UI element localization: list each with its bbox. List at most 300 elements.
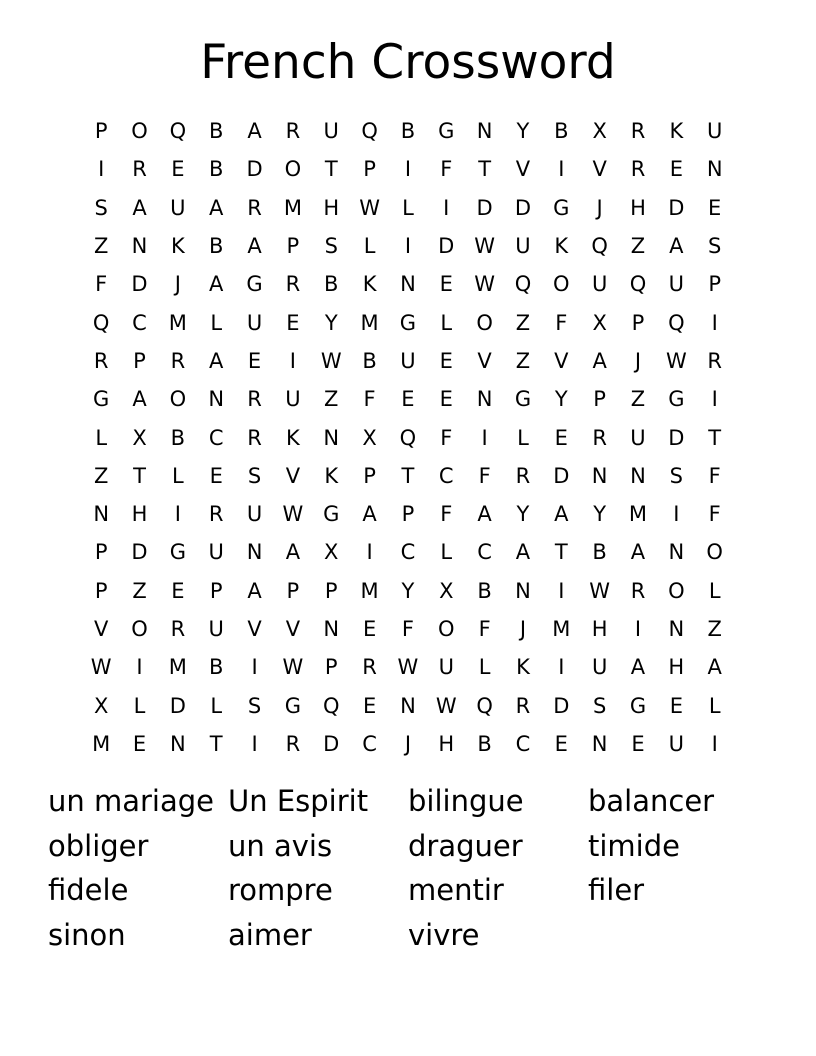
grid-cell: I bbox=[404, 234, 412, 259]
grid-cell: T bbox=[554, 540, 568, 565]
grid-cell: U bbox=[706, 119, 723, 144]
grid-cell: L bbox=[133, 693, 146, 718]
grid-cell: K bbox=[286, 425, 300, 450]
grid-cell: U bbox=[285, 387, 301, 412]
grid-cell: Z bbox=[515, 348, 531, 373]
grid-row bbox=[82, 150, 734, 188]
grid-cell: V bbox=[93, 617, 109, 641]
grid-cell: F bbox=[440, 502, 453, 527]
grid-row bbox=[82, 342, 734, 380]
grid-cell: U bbox=[246, 310, 263, 335]
grid-cell: E bbox=[286, 310, 300, 335]
grid-cell: X bbox=[132, 425, 147, 450]
grid-cell: D bbox=[169, 693, 186, 718]
grid-cell: R bbox=[247, 425, 262, 450]
grid-cell: B bbox=[400, 119, 416, 144]
grid-cell: I bbox=[711, 387, 718, 412]
grid-cell: T bbox=[133, 463, 146, 488]
grid-cell: Q bbox=[476, 693, 493, 718]
grid-row bbox=[82, 610, 734, 648]
grid-cell: F bbox=[478, 463, 491, 488]
grid-cell: D bbox=[131, 540, 148, 565]
grid-cell: K bbox=[669, 119, 684, 144]
grid-cell: U bbox=[323, 119, 339, 144]
grid-cell: I bbox=[443, 195, 450, 220]
grid-cell: M bbox=[628, 502, 648, 527]
grid-cell: G bbox=[438, 119, 455, 144]
grid-cell: Q bbox=[514, 272, 532, 297]
grid-cell: C bbox=[400, 540, 416, 565]
grid-cell: B bbox=[208, 157, 224, 182]
grid-cell: N bbox=[515, 578, 531, 603]
grid-cell: E bbox=[439, 272, 453, 297]
grid-cell: B bbox=[554, 119, 569, 144]
grid-row bbox=[82, 686, 734, 724]
grid-cell: P bbox=[133, 348, 146, 373]
grid-row bbox=[82, 495, 734, 533]
grid-cell: S bbox=[247, 463, 262, 488]
grid-cell: I bbox=[711, 731, 718, 756]
grid-cell: E bbox=[439, 348, 453, 373]
word-list-item: sinon bbox=[48, 917, 126, 952]
word-list-item: draguer bbox=[408, 828, 523, 863]
grid-cell: V bbox=[285, 463, 301, 488]
grid-cell: D bbox=[553, 693, 570, 718]
grid-cell: R bbox=[630, 119, 646, 144]
letter-grid bbox=[82, 112, 734, 763]
grid-cell: K bbox=[554, 234, 569, 259]
grid-row bbox=[82, 572, 734, 610]
grid-cell: A bbox=[592, 348, 607, 373]
grid-cell: I bbox=[174, 502, 181, 527]
grid-cell: U bbox=[170, 195, 186, 220]
grid-cell: E bbox=[669, 157, 683, 182]
grid-cell: O bbox=[284, 157, 302, 182]
grid-cell: N bbox=[170, 731, 186, 756]
grid-cell: L bbox=[478, 655, 491, 680]
grid-cell: I bbox=[558, 655, 565, 680]
word-list-item: filer bbox=[588, 873, 645, 907]
grid-cell: R bbox=[170, 617, 186, 641]
grid-cell: S bbox=[708, 234, 722, 259]
grid-cell: K bbox=[516, 655, 530, 680]
grid-cell: X bbox=[362, 425, 377, 450]
grid-cell: E bbox=[708, 195, 722, 220]
grid-cell: P bbox=[209, 578, 223, 603]
grid-cell: R bbox=[285, 272, 301, 297]
grid-cell: I bbox=[711, 310, 718, 335]
grid-cell: C bbox=[477, 540, 492, 565]
grid-cell: D bbox=[668, 195, 685, 220]
grid-cell: T bbox=[209, 731, 223, 756]
grid-cell: Z bbox=[93, 463, 109, 488]
grid-cell: R bbox=[515, 463, 531, 488]
grid-cell: G bbox=[323, 502, 340, 527]
grid-cell: T bbox=[708, 425, 722, 450]
grid-cell: B bbox=[170, 425, 186, 450]
grid-cell: U bbox=[515, 234, 531, 259]
grid-cell: J bbox=[519, 617, 527, 641]
grid-cell: B bbox=[592, 540, 607, 565]
grid-cell: J bbox=[634, 348, 642, 373]
grid-cell: N bbox=[131, 234, 148, 259]
word-list-item: balancer bbox=[588, 784, 715, 818]
grid-cell: O bbox=[553, 272, 570, 297]
grid-cell: L bbox=[172, 463, 184, 488]
grid-cell: X bbox=[93, 693, 109, 718]
grid-row bbox=[82, 457, 734, 495]
grid-cell: I bbox=[136, 655, 143, 680]
grid-row bbox=[82, 265, 734, 303]
grid-cell: E bbox=[362, 693, 377, 718]
grid-cell: M bbox=[168, 310, 187, 335]
grid-cell: C bbox=[438, 463, 454, 488]
grid-cell: G bbox=[93, 387, 110, 412]
grid-cell: Z bbox=[93, 234, 109, 259]
grid-cell: G bbox=[399, 310, 417, 335]
grid-cell: I bbox=[251, 731, 258, 756]
grid-cell: F bbox=[555, 310, 568, 335]
grid-cell: Q bbox=[92, 310, 110, 335]
word-list-item: un avis bbox=[228, 828, 333, 863]
grid-cell: D bbox=[553, 463, 570, 488]
grid-cell: X bbox=[592, 119, 607, 144]
grid-cell: A bbox=[362, 502, 377, 527]
grid-cell: S bbox=[94, 195, 108, 220]
grid-cell: J bbox=[596, 195, 603, 220]
word-list-item: rompre bbox=[228, 873, 333, 907]
grid-cell: Y bbox=[401, 578, 415, 603]
grid-cell: C bbox=[362, 731, 377, 756]
grid-cell: R bbox=[285, 731, 301, 756]
grid-cell: R bbox=[630, 578, 646, 603]
grid-cell: Y bbox=[593, 502, 607, 527]
grid-cell: G bbox=[284, 693, 302, 718]
grid-cell: Q bbox=[361, 119, 378, 144]
grid-cell: B bbox=[208, 234, 224, 259]
grid-cell: A bbox=[630, 655, 646, 680]
grid-cell: P bbox=[286, 234, 300, 259]
grid-cell: F bbox=[440, 425, 453, 450]
grid-cell: L bbox=[210, 310, 223, 335]
page-title: French Crossword bbox=[200, 35, 616, 90]
grid-cell: I bbox=[481, 425, 488, 450]
grid-cell: B bbox=[324, 272, 339, 297]
grid-cell: Q bbox=[169, 119, 187, 144]
grid-cell: B bbox=[208, 655, 224, 680]
grid-cell: R bbox=[208, 502, 224, 527]
grid-cell: L bbox=[708, 578, 721, 603]
grid-cell: U bbox=[208, 540, 224, 565]
grid-cell: J bbox=[174, 272, 181, 297]
grid-cell: N bbox=[630, 463, 646, 488]
grid-cell: Z bbox=[132, 578, 147, 603]
grid-cell: U bbox=[668, 272, 685, 297]
grid-row bbox=[82, 189, 734, 227]
grid-cell: H bbox=[131, 502, 148, 527]
grid-cell: W bbox=[90, 655, 112, 680]
grid-cell: G bbox=[668, 387, 685, 412]
grid-cell: E bbox=[362, 617, 377, 641]
grid-cell: E bbox=[669, 693, 683, 718]
grid-cell: H bbox=[323, 195, 340, 220]
grid-cell: G bbox=[169, 540, 186, 565]
grid-cell: P bbox=[708, 272, 721, 297]
grid-cell: M bbox=[552, 617, 571, 641]
grid-cell: C bbox=[515, 731, 531, 756]
grid-cell: A bbox=[285, 540, 301, 565]
grid-cell: I bbox=[251, 655, 258, 680]
grid-cell: J bbox=[404, 731, 412, 756]
grid-cell: Z bbox=[324, 387, 339, 412]
grid-cell: I bbox=[404, 157, 412, 182]
grid-cell: A bbox=[669, 234, 684, 259]
grid-cell: Q bbox=[591, 234, 608, 259]
grid-cell: N bbox=[93, 502, 110, 527]
grid-cell: A bbox=[209, 348, 224, 373]
grid-cell: G bbox=[553, 195, 570, 220]
grid-cell: V bbox=[592, 157, 607, 182]
grid-cell: R bbox=[132, 157, 147, 182]
grid-cell: E bbox=[132, 731, 147, 756]
grid-cell: I bbox=[98, 157, 105, 182]
grid-cell: R bbox=[247, 387, 262, 412]
word-list-item: timide bbox=[588, 828, 680, 863]
grid-cell: M bbox=[360, 578, 379, 603]
grid-cell: C bbox=[132, 310, 147, 335]
word-list-item: fidele bbox=[48, 873, 129, 907]
grid-cell: I bbox=[558, 157, 565, 182]
grid-cell: B bbox=[477, 731, 492, 756]
grid-cell: R bbox=[515, 693, 531, 718]
grid-cell: H bbox=[630, 195, 646, 220]
grid-cell: E bbox=[171, 157, 185, 182]
grid-cell: K bbox=[170, 234, 185, 259]
grid-cell: S bbox=[592, 693, 607, 718]
grid-cell: F bbox=[363, 387, 376, 412]
grid-cell: D bbox=[131, 272, 148, 297]
grid-cell: L bbox=[210, 693, 223, 718]
grid-cell: A bbox=[209, 272, 224, 297]
grid-cell: V bbox=[477, 348, 492, 373]
grid-cell: R bbox=[93, 348, 109, 373]
grid-cell: M bbox=[283, 195, 302, 220]
grid-cell: D bbox=[476, 195, 493, 220]
grid-cell: P bbox=[363, 463, 376, 488]
grid-cell: E bbox=[247, 348, 262, 373]
grid-cell: O bbox=[131, 119, 148, 144]
grid-cell: N bbox=[323, 617, 340, 641]
grid-cell: S bbox=[247, 693, 262, 718]
grid-cell: A bbox=[707, 655, 722, 680]
grid-cell: W bbox=[282, 502, 304, 527]
grid-cell: E bbox=[209, 463, 223, 488]
grid-cell: L bbox=[402, 195, 414, 220]
grid-cell: L bbox=[363, 234, 376, 259]
grid-cell: O bbox=[169, 387, 187, 412]
grid-cell: Q bbox=[322, 693, 340, 718]
grid-cell: A bbox=[209, 195, 224, 220]
grid-cell: Z bbox=[515, 310, 531, 335]
grid-cell: W bbox=[397, 655, 419, 680]
grid-cell: H bbox=[438, 731, 455, 756]
grid-cell: M bbox=[168, 655, 187, 680]
grid-cell: A bbox=[132, 195, 147, 220]
grid-cell: G bbox=[629, 693, 647, 718]
grid-cell: X bbox=[592, 310, 607, 335]
grid-cell: L bbox=[440, 540, 453, 565]
grid-cell: U bbox=[668, 731, 685, 756]
word-list-item: un mariage bbox=[48, 784, 214, 818]
grid-cell: Q bbox=[629, 272, 647, 297]
grid-cell: T bbox=[401, 463, 415, 488]
grid-cell: I bbox=[634, 617, 642, 641]
grid-cell: A bbox=[247, 234, 262, 259]
grid-cell: P bbox=[631, 310, 645, 335]
grid-cell: F bbox=[708, 502, 721, 527]
grid-cell: V bbox=[285, 617, 301, 641]
grid-cell: L bbox=[517, 425, 529, 450]
grid-cell: A bbox=[477, 502, 492, 527]
grid-cell: N bbox=[400, 693, 416, 718]
grid-cell: R bbox=[362, 655, 377, 680]
grid-cell: X bbox=[439, 578, 454, 603]
word-list-item: mentir bbox=[408, 873, 504, 907]
grid-cell: L bbox=[95, 425, 108, 450]
grid-row bbox=[82, 303, 734, 341]
grid-cell: X bbox=[324, 540, 339, 565]
grid-cell: C bbox=[208, 425, 224, 450]
grid-cell: M bbox=[92, 731, 111, 756]
grid-cell: W bbox=[359, 195, 380, 220]
grid-cell: D bbox=[668, 425, 685, 450]
grid-cell: O bbox=[131, 617, 148, 641]
grid-cell: Z bbox=[630, 387, 646, 412]
grid-cell: E bbox=[631, 731, 645, 756]
grid-cell: Y bbox=[516, 502, 530, 527]
grid-cell: I bbox=[366, 540, 373, 565]
grid-cell: P bbox=[593, 387, 606, 412]
grid-cell: V bbox=[247, 617, 262, 641]
grid-cell: N bbox=[591, 731, 608, 756]
grid-cell: G bbox=[246, 272, 263, 297]
grid-cell: Q bbox=[399, 425, 417, 450]
grid-cell: P bbox=[94, 119, 108, 144]
grid-cell: O bbox=[706, 540, 723, 565]
grid-row bbox=[82, 648, 734, 686]
grid-cell: O bbox=[476, 310, 493, 335]
grid-cell: W bbox=[474, 272, 495, 297]
grid-cell: U bbox=[438, 655, 454, 680]
grid-cell: P bbox=[94, 578, 108, 603]
grid-cell: N bbox=[323, 425, 340, 450]
grid-cell: Q bbox=[668, 310, 685, 335]
word-list bbox=[48, 779, 768, 957]
grid-cell: W bbox=[589, 578, 611, 603]
grid-cell: U bbox=[591, 655, 608, 680]
grid-row bbox=[82, 533, 734, 571]
grid-row bbox=[82, 112, 734, 150]
grid-cell: P bbox=[286, 578, 300, 603]
grid-cell: N bbox=[246, 540, 263, 565]
grid-cell: F bbox=[478, 617, 491, 641]
grid-cell: P bbox=[363, 157, 376, 182]
grid-cell: F bbox=[95, 272, 108, 297]
grid-cell: Z bbox=[630, 234, 646, 259]
grid-cell: A bbox=[515, 540, 531, 565]
grid-cell: E bbox=[171, 578, 185, 603]
grid-cell: W bbox=[282, 655, 304, 680]
grid-cell: U bbox=[246, 502, 263, 527]
word-list-item: Un Espirit bbox=[228, 784, 369, 818]
grid-cell: S bbox=[324, 234, 338, 259]
grid-cell: N bbox=[400, 272, 416, 297]
word-list-item: vivre bbox=[408, 917, 480, 952]
grid-cell: D bbox=[323, 731, 340, 756]
grid-cell: K bbox=[362, 272, 377, 297]
grid-cell: N bbox=[591, 463, 608, 488]
grid-cell: D bbox=[246, 157, 263, 182]
grid-cell: F bbox=[440, 157, 453, 182]
grid-cell: W bbox=[435, 693, 457, 718]
grid-cell: D bbox=[514, 195, 532, 220]
grid-cell: R bbox=[170, 348, 186, 373]
grid-cell: B bbox=[362, 348, 377, 373]
grid-cell: P bbox=[324, 578, 338, 603]
grid-cell: K bbox=[324, 463, 339, 488]
grid-cell: V bbox=[554, 348, 569, 373]
grid-cell: H bbox=[591, 617, 608, 641]
grid-row bbox=[82, 418, 734, 456]
grid-cell: E bbox=[554, 731, 568, 756]
grid-cell: H bbox=[668, 655, 685, 680]
grid-cell: P bbox=[94, 540, 108, 565]
grid-cell: W bbox=[665, 348, 687, 373]
grid-cell: N bbox=[476, 387, 493, 412]
grid-cell: U bbox=[208, 617, 224, 641]
grid-cell: L bbox=[440, 310, 453, 335]
grid-cell: F bbox=[401, 617, 414, 641]
grid-row bbox=[82, 725, 734, 763]
grid-cell: O bbox=[438, 617, 455, 641]
grid-cell: A bbox=[554, 502, 569, 527]
grid-cell: N bbox=[476, 119, 493, 144]
grid-cell: W bbox=[320, 348, 342, 373]
grid-cell: O bbox=[668, 578, 685, 603]
word-list-item: aimer bbox=[228, 917, 312, 952]
grid-cell: N bbox=[668, 617, 685, 641]
grid-cell: E bbox=[554, 425, 568, 450]
grid-cell: I bbox=[289, 348, 296, 373]
grid-cell: U bbox=[591, 272, 608, 297]
grid-cell: R bbox=[630, 157, 646, 182]
grid-cell: B bbox=[477, 578, 492, 603]
grid-cell: I bbox=[558, 578, 565, 603]
grid-cell: B bbox=[208, 119, 224, 144]
word-list-item: obliger bbox=[48, 828, 149, 863]
grid-cell: E bbox=[401, 387, 415, 412]
grid-cell: T bbox=[478, 157, 492, 182]
grid-cell: Z bbox=[707, 617, 722, 641]
grid-cell: N bbox=[706, 157, 723, 182]
grid-row bbox=[82, 380, 734, 418]
grid-cell: R bbox=[247, 195, 262, 220]
grid-cell: F bbox=[708, 463, 721, 488]
grid-cell: E bbox=[439, 387, 453, 412]
grid-cell: D bbox=[438, 234, 455, 259]
grid-cell: U bbox=[400, 348, 416, 373]
grid-cell: T bbox=[324, 157, 338, 182]
